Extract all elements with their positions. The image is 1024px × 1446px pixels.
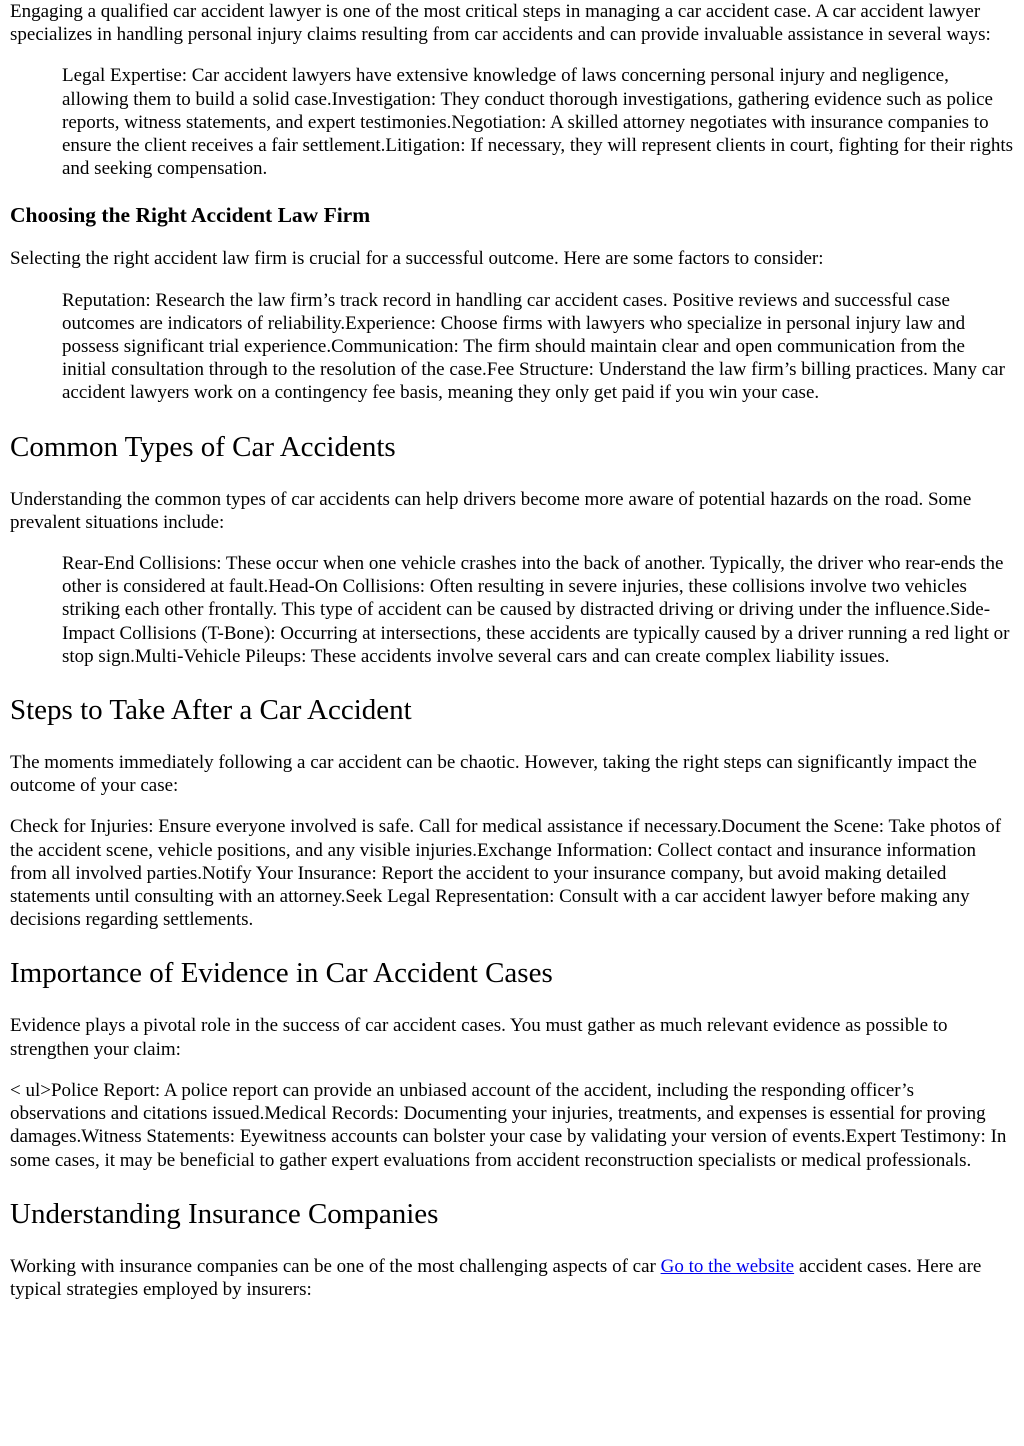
intro-list: Legal Expertise: Car accident lawyers have extensive knowledge of laws concerning personal injury and negligence, allowing them to build a solid case.Investigation: They conduct thorough investigations, gathering evidence such as police reports, witness statements, and expert testimonies.Negotiation: A skilled attorney negotiates with insurance companies to ensure the client receives a fair settlement.Litigation: If necessary, they will represent clients in court, fighting for their rights and seeking compensation. [62,65,1014,180]
website-link[interactable]: Go to the website [660,1255,795,1277]
law-firm-list: Reputation: Research the law firm’s track record in handling car accident cases. Positive reviews and successful case outcomes are indicators of reliability.Experience: Choose firms with lawyers who specialize in personal injury law and possess significant trial experience.Communication: The firm should maintain clear and open communication from the initial consultation through to the resolution of the case.Fee Structure: Understand the law firm’s billing practices. Many car accident lawyers work on a contingency fee basis, meaning they only get paid if you win your case. [62,289,1005,404]
evidence-list: < ul>Police Report: A police report can provide an unbiased account of the accident, including the responding officer’s observations and citations issued.Medical Records: Documenting your injuries, treatments, and expenses is essential for proving damages.Witness Statements: Eyewitness accounts can bolster your case by validating your version of events.Expert Testimony: In some cases, it may be beneficial to gather expert evaluations from accident reconstruction specialists or medical professionals. [10,1079,1007,1171]
types-heading: Common Types of Car Accidents [10,430,396,463]
evidence-paragraph: Evidence plays a pivotal role in the success of car accident cases. You must gather as much relevant evidence as possible to strengthen your claim: [10,1015,948,1060]
insurance-paragraph [10,1255,1014,1301]
steps-list: Check for Injuries: Ensure everyone involved is safe. Call for medical assistance if necessary.Document the Scene: Take photos of the accident scene, vehicle positions, and any visible injuries.Exchange Information: Collect contact and insurance information from all involved parties.Notify Your Insurance: Report the accident to your insurance company, but avoid making detailed statements until consulting with an attorney.Seek Legal Representation: Consult with a car accident lawyer before making any decisions regarding settlements. [10,816,1002,931]
insurance-text-before-link: Working with insurance companies can be one of the most challenging aspects of car [10,1255,661,1277]
steps-paragraph: The moments immediately following a car accident can be chaotic. However, taking the right steps can significantly impact the outcome of your case: [10,752,977,797]
law-firm-paragraph: Selecting the right accident law firm is crucial for a successful outcome. Here are some factors to consider: [10,248,824,270]
types-list: Rear-End Collisions: These occur when one vehicle crashes into the back of another. Typically, the driver who rear-ends the other is considered at fault.Head-On Collisions: Often resulting in severe injuries, these collisions involve two vehicles striking each other frontally. This type of accident can be caused by distracted driving or driving under the influence.Side-Impact Collisions (T-Bone): Occurring at intersections, these accidents are typically caused by a driver running a red light or stop sign.Multi-Vehicle Pileups: These accidents involve several cars and can create complex liability issues. [62,553,1010,667]
evidence-heading: Importance of Evidence in Car Accident Cases [10,957,553,990]
insurance-text-after-link: accident cases. Here are typical strategies employed by insurers: [10,1255,982,1300]
steps-heading: Steps to Take After a Car Accident [10,694,412,727]
insurance-heading: Understanding Insurance Companies [10,1197,439,1230]
intro-paragraph: Engaging a qualified car accident lawyer is one of the most critical steps in managing a car accident case. A car accident lawyer specializes in handling personal injury claims resulting from car accidents and can provide invaluable assistance in several ways: [10,1,991,46]
types-paragraph: Understanding the common types of car accidents can help drivers become more aware of potential hazards on the road. Some prevalent situations include: [10,488,972,533]
law-firm-heading: Choosing the Right Accident Law Firm [10,203,371,228]
